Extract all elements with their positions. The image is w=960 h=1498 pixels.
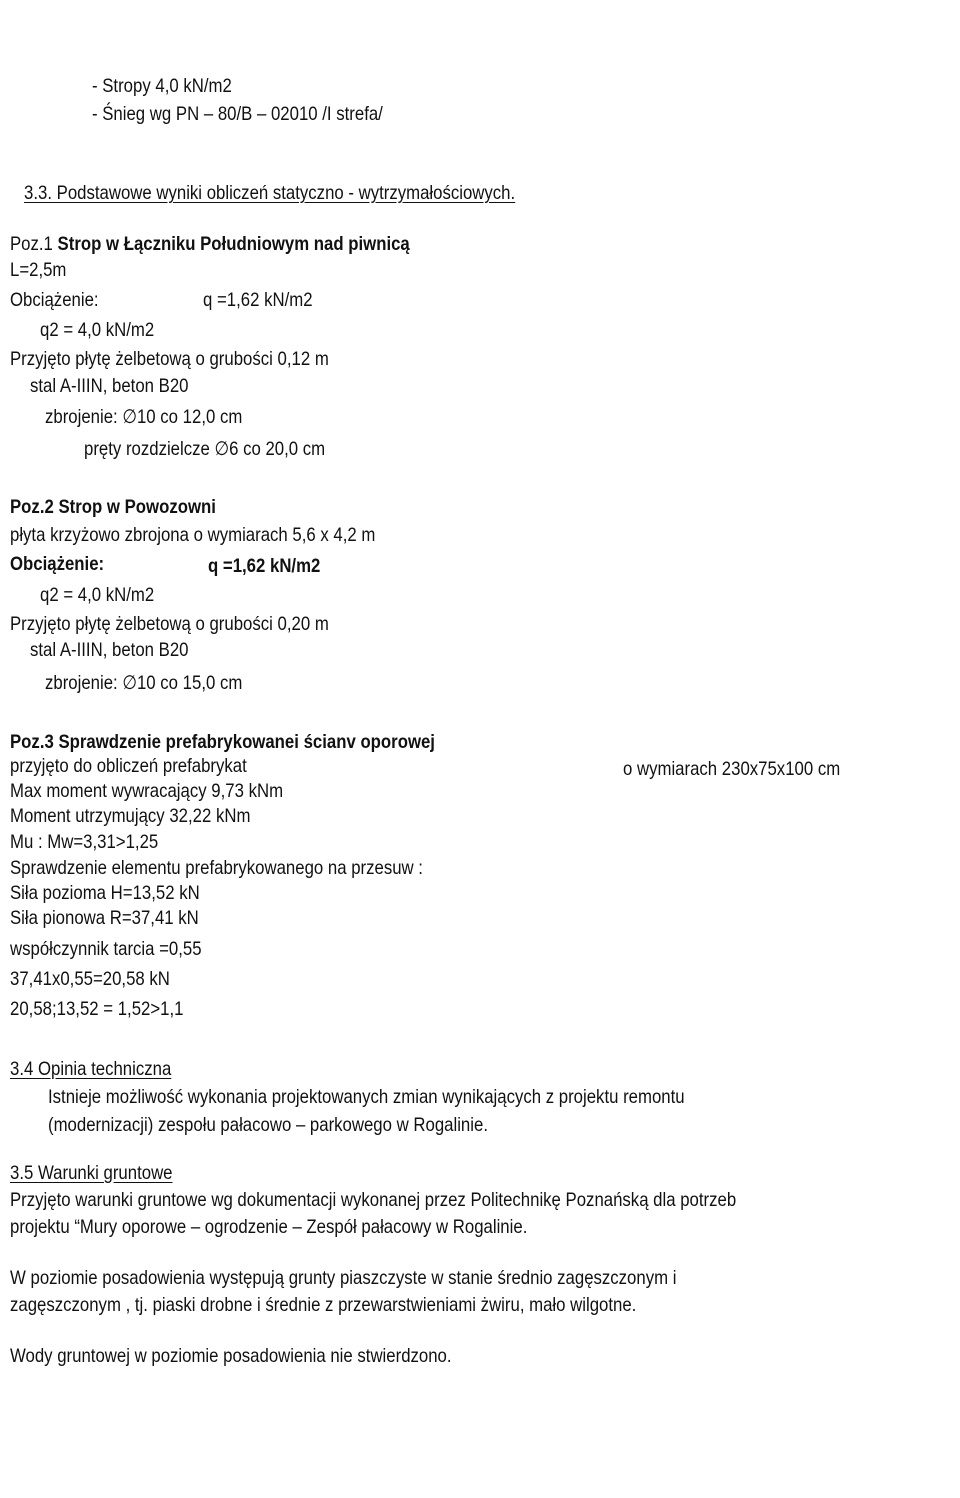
section-3-5-p1-line2: projektu “Mury oporowe – ogrodzenie – Zespół pałacowy w Rogalinie. <box>10 1216 528 1238</box>
poz1-q2-value: q2 = 4,0 kN/m2 <box>40 319 155 341</box>
poz2-slab-desc: płyta krzyżowo zbrojona o wymiarach 5,6 x 4,2 m <box>10 524 376 546</box>
section-3-4-line2: (modernizacji) zespołu pałacowo – parkowego w Rogalinie. <box>48 1114 488 1136</box>
poz2-title-text: Strop w Powozowni <box>53 496 216 518</box>
poz3-ratio: Mu : Mw=3,31>1,25 <box>10 831 159 853</box>
poz1-distribution-bars: pręty rozdzielcze ∅6 co 20,0 cm <box>84 438 326 460</box>
poz3-calc1: 37,41x0,55=20,58 kN <box>10 968 170 990</box>
poz1-span: L=2,5m <box>10 259 67 281</box>
poz2-q-value: q =1,62 kN/m2 <box>208 555 321 577</box>
poz3-calc2: 20,58;13,52 = 1,52>1,1 <box>10 998 184 1020</box>
poz1-reinforcement: zbrojenie: ∅10 co 12,0 cm <box>45 406 243 428</box>
poz2-title-prefix: Poz.2 <box>10 496 54 518</box>
section-3-4-heading: 3.4 Opinia techniczna <box>10 1058 172 1080</box>
poz3-title-text: Sprawdzenie prefabrykowanei ścianv oporowej <box>53 731 435 753</box>
poz1-slab: Przyjęto płytę żelbetową o grubości 0,12 m <box>10 348 329 370</box>
poz2-slab: Przyjęto płytę żelbetową o grubości 0,20 m <box>10 613 329 635</box>
section-3-5-p2-line1: W poziomie posadowienia występują grunty piaszczyste w stanie średnio zagęszczonym i <box>10 1267 677 1289</box>
section-3-5-p1-line1: Przyjęto warunki gruntowe wg dokumentacji wykonanej przez Politechnikę Poznańską dla potrzeb <box>10 1189 737 1211</box>
poz1-materials: stal A-IIIN, beton B20 <box>30 375 189 397</box>
poz1-title-prefix: Poz.1 <box>10 233 53 255</box>
section-3-5-p2-line2: zagęszczonym , tj. piaski drobne i średnie z przewarstwieniami żwiru, mało wilgotne. <box>10 1294 637 1316</box>
poz3-friction: współczynnik tarcia =0,55 <box>10 938 202 960</box>
section-3-5-p3: Wody gruntowej w poziomie posadowienia nie stwierdzono. <box>10 1345 452 1367</box>
poz1-title <box>10 232 410 256</box>
poz3-v-force: Siła pionowa R=37,41 kN <box>10 907 199 929</box>
poz2-q2-value: q2 = 4,0 kN/m2 <box>40 584 155 606</box>
load-snow-line: - Śnieg wg PN – 80/B – 02010 /I strefa/ <box>92 103 383 125</box>
poz2-title <box>10 495 216 519</box>
section-3-3-heading: 3.3. Podstawowe wyniki obliczeń statyczno - wytrzymałościowych. <box>24 182 516 204</box>
poz3-hold-moment: Moment utrzymujący 32,22 kNm <box>10 805 251 827</box>
poz1-load-label: Obciążenie: <box>10 289 99 311</box>
poz2-reinforcement: zbrojenie: ∅10 co 15,0 cm <box>45 672 243 694</box>
poz3-dimensions: o wymiarach 230x75x100 cm <box>623 758 841 780</box>
poz1-title-text: Strop w Łączniku Południowym nad piwnicą <box>52 233 410 255</box>
poz3-max-moment: Max moment wywracający 9,73 kNm <box>10 780 284 802</box>
poz3-title <box>10 730 435 754</box>
section-3-5-heading: 3.5 Warunki gruntowe <box>10 1162 173 1184</box>
load-floors-line: - Stropy 4,0 kN/m2 <box>92 75 232 97</box>
poz3-h-force: Siła pozioma H=13,52 kN <box>10 882 200 904</box>
section-3-4-line1: Istnieje możliwość wykonania projektowanych zmian wynikających z projektu remontu <box>48 1086 685 1108</box>
poz3-title-prefix: Poz.3 <box>10 731 54 753</box>
poz1-q-value: q =1,62 kN/m2 <box>203 289 313 311</box>
poz3-line1: przyjęto do obliczeń prefabrykat <box>10 755 247 777</box>
poz2-load-label: Obciążenie: <box>10 553 105 575</box>
poz3-slide-check: Sprawdzenie elementu prefabrykowanego na przesuw : <box>10 857 423 879</box>
poz2-materials: stal A-IIIN, beton B20 <box>30 639 189 661</box>
